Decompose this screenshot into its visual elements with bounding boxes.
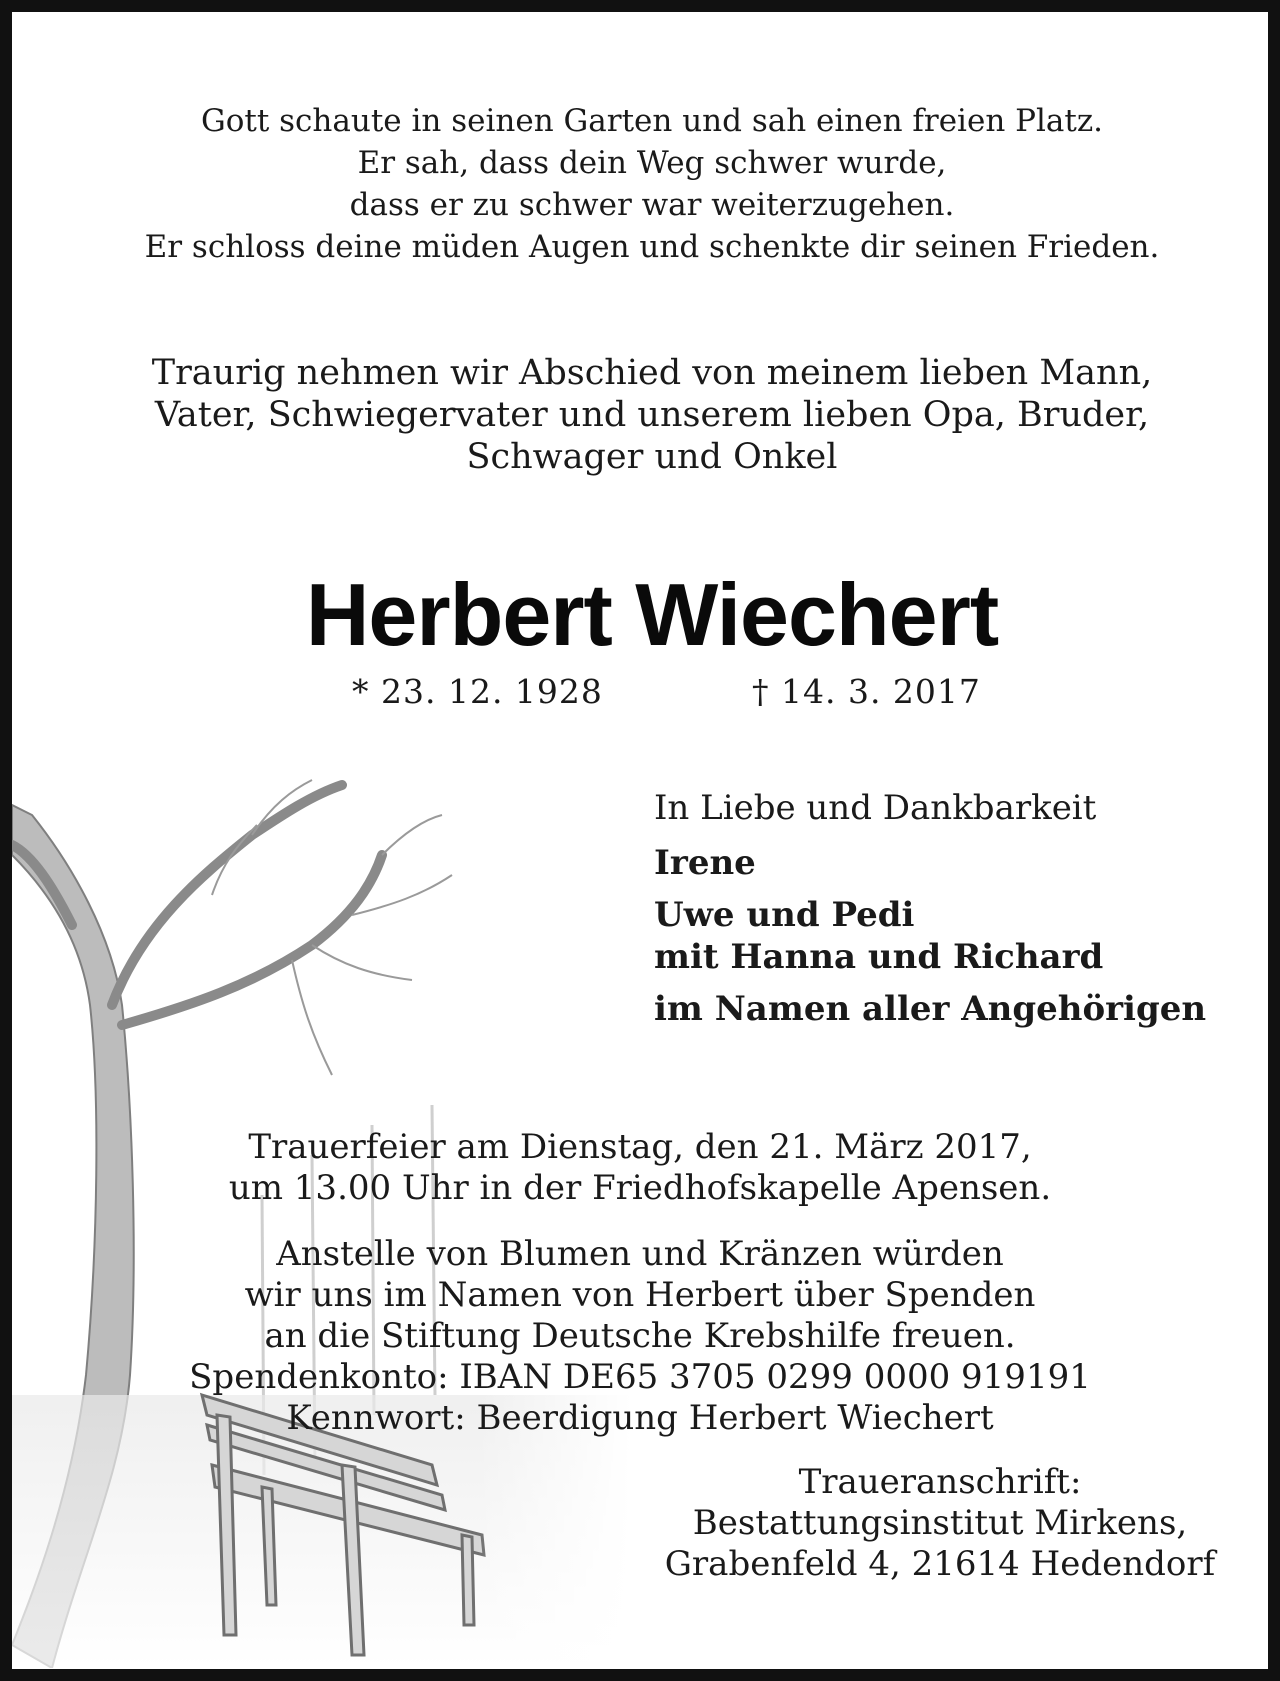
tree-bench-illustration (12, 775, 632, 1668)
donation-line: Anstelle von Blumen und Kränzen würden (276, 1234, 1004, 1274)
intro-line: Vater, Schwiegervater und unserem lieben Opa, Bruder, (154, 395, 1150, 435)
intro-line: Traurig nehmen wir Abschied von meinem lieben Mann, (151, 353, 1153, 393)
poem-line: Gott schaute in seinen Garten und sah einen freien Platz. (200, 103, 1104, 139)
family-member: mit Hanna und Richard (654, 937, 1104, 977)
birth-date: * 23. 12. 1928 (352, 672, 603, 711)
death-date: † 14. 3. 2017 (752, 672, 981, 711)
life-dates (24, 670, 1280, 714)
deceased-name: Herbert Wiechert (305, 565, 999, 664)
address-line: Grabenfeld 4, 21614 Hedendorf (664, 1544, 1216, 1584)
poem-line: Er schloss deine müden Augen und schenkte dir seinen Frieden. (144, 229, 1160, 265)
family-member: Uwe und Pedi (654, 895, 915, 935)
poem (24, 100, 1280, 268)
poem-line: Er sah, dass dein Weg schwer wurde, (357, 145, 947, 181)
address-line: Bestattungsinstitut Mirkens, (692, 1503, 1188, 1543)
mourning-address (620, 1462, 1260, 1585)
poem-line: dass er zu schwer war weiterzugehen. (349, 187, 955, 223)
funeral-details (12, 1127, 1268, 1209)
intro-line: Schwager und Onkel (466, 437, 838, 477)
donation-line: Spendenkonto: IBAN DE65 3705 0299 0000 919191 (189, 1357, 1091, 1397)
family-member: im Namen aller Angehörigen (654, 989, 1207, 1029)
farewell-intro (24, 352, 1280, 478)
donation-line: wir uns im Namen von Herbert über Spenden (244, 1275, 1036, 1315)
donation-notice (12, 1234, 1268, 1439)
address-line: Traueranschrift: (798, 1462, 1082, 1502)
funeral-line: um 13.00 Uhr in der Friedhofskapelle Apensen. (228, 1168, 1052, 1208)
donation-line: Kennwort: Beerdigung Herbert Wiechert (286, 1398, 994, 1438)
donation-line: an die Stiftung Deutsche Krebshilfe freuen. (264, 1316, 1016, 1356)
funeral-line: Trauerfeier am Dienstag, den 21. März 2017, (248, 1127, 1032, 1167)
family-intro: In Liebe und Dankbarkeit (654, 788, 1097, 828)
family-signatures (654, 786, 1254, 1030)
family-member: Irene (654, 843, 756, 883)
